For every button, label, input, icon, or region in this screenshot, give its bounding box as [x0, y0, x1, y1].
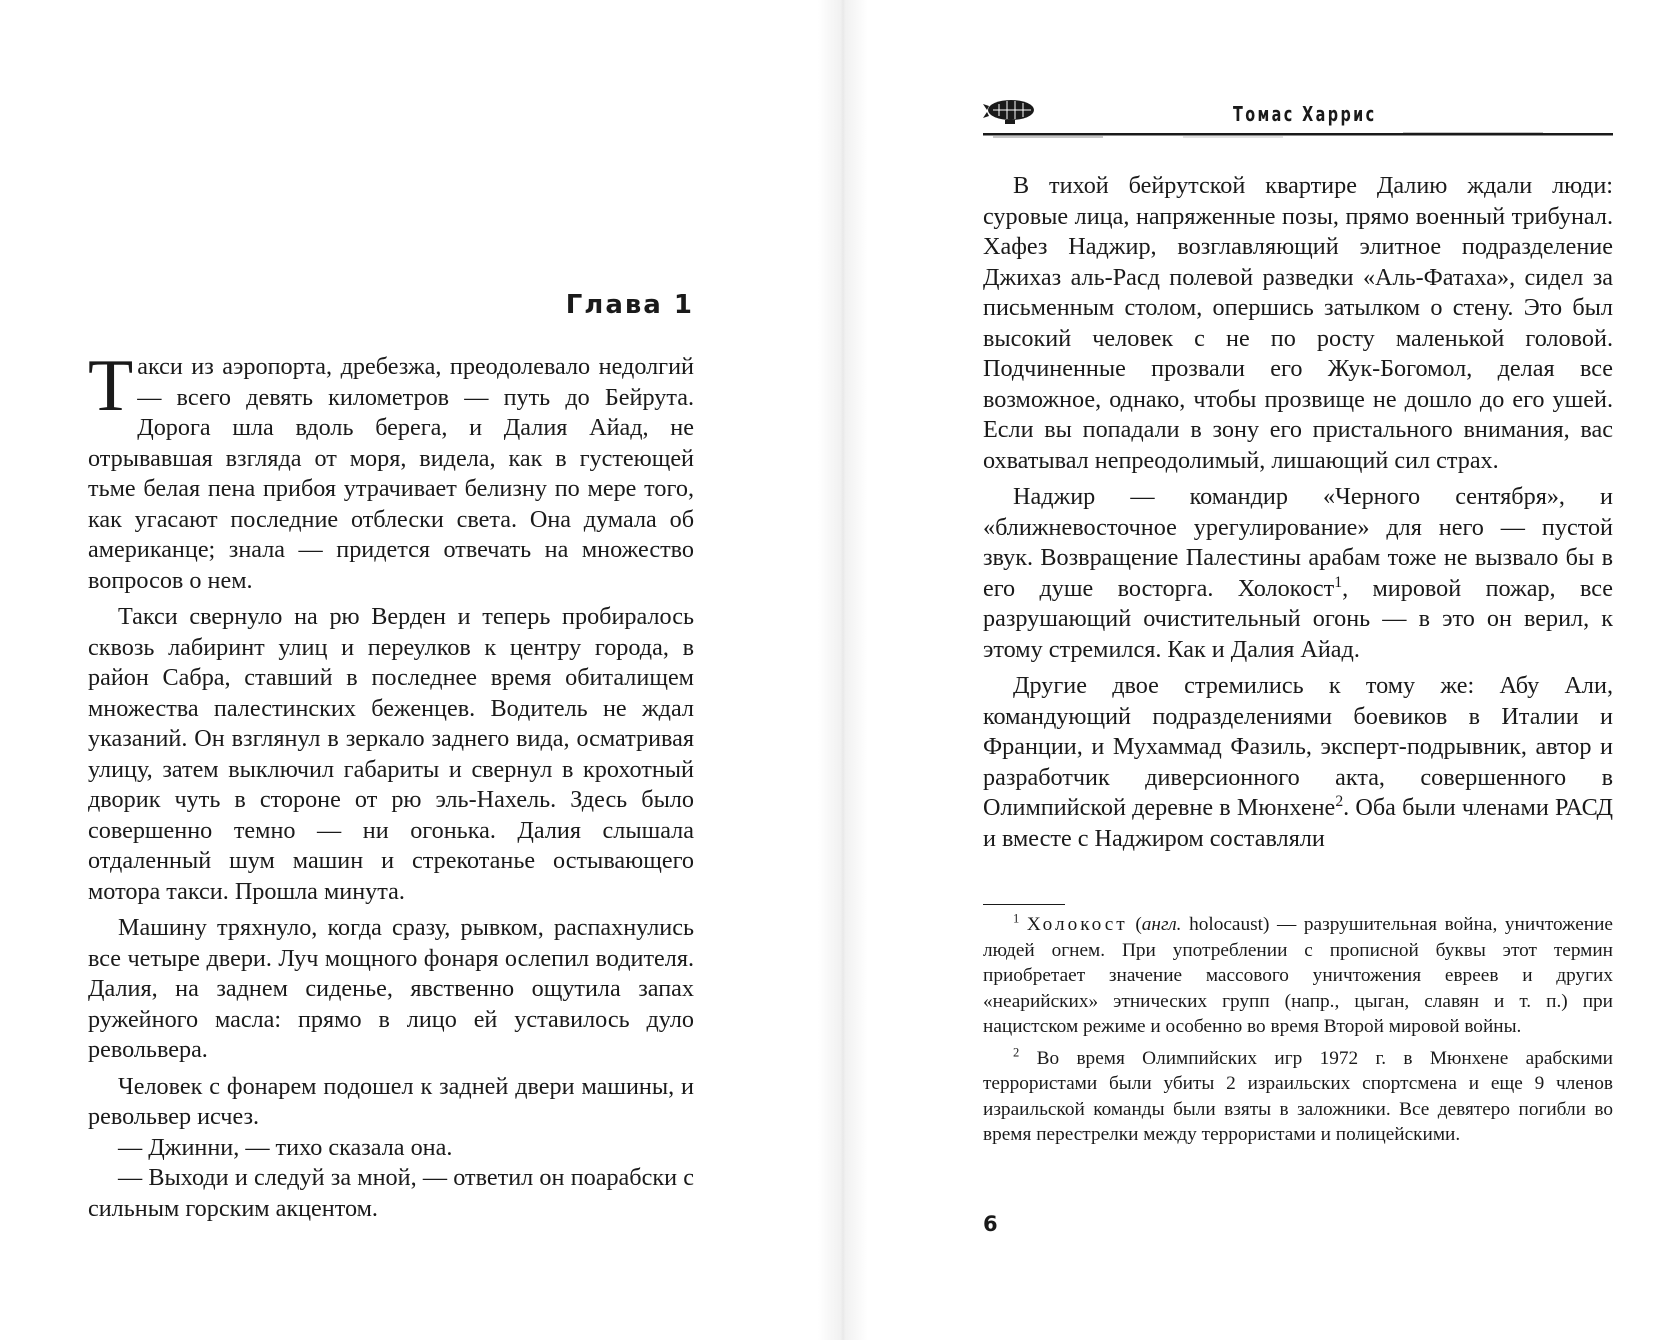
paragraph: Такси из аэропорта, дребезжа, преодолевало недолгий — всего девять километров — путь до Бейрута. Дорога шла вдоль берега, и Далия Айад, не отрывавшая взгляда от моря, видела, как в густеющей тьме белая пена прибоя утрачивает белизну по мере того, как угасают последние отблески света. Она думала об американце; знала — придется отвечать на множество вопросов о нем. — [88, 345, 694, 594]
footnote: $^2$ Во время Олимпийских игр 1972 г. в Мюнхене арабскими террористами были убиты 2 израильских спортсмена и еще 9 членов израильской команды были взяты в заложники. Все девятеро погибли во время перестрелки между террористами и полицейскими. — [983, 1045, 1613, 1145]
left-page — [0, 0, 836, 1340]
drop-cap: Т — [88, 345, 134, 427]
footnotes — [983, 912, 1613, 1148]
footnote-ref: 1 — [1334, 573, 1343, 591]
footnote-rule — [983, 904, 1065, 905]
right-body-text — [983, 171, 1613, 854]
header-rule — [983, 132, 1613, 138]
author-name: Томас Харрис — [1233, 102, 1377, 126]
paragraph: Наджир — командир «Черного сентября», и «ближневосточное урегулирование» для него — пустой звук. Возвращение Палестины арабам тоже не вызвало бы в его душе восторга. Холокост$^1$, мировой пожар, все разрушающий очистительный огонь — в это он верил, к этому стремился. Как и Далия Айад. — [983, 483, 1613, 663]
paragraph: В тихой бейрутской квартире Далию ждали люди: суровые лица, напряженные позы, прямо военный трибунал. Хафез Наджир, возглавляющий элитное подразделение Джихаз аль-Расд полевой разведки «Аль-Фатаха», сидел за письменным столом, опершись затылком о стену. Это был высокий человек с не по росту маленькой головой. Подчиненные прозвали его Жук-Богомол, делая все возможное, однако, чтобы прозвище не дошло до его ушей. Если вы попадали в зону его пристального внимания, вас охватывал непреодолимый, лишающий сил страх. — [983, 172, 1613, 474]
airship-icon — [983, 96, 1039, 126]
chapter-title: Глава 1 — [565, 290, 694, 320]
footnote-marker: 1 — [1013, 911, 1020, 926]
paragraph: Другие двое стремились к тому же: Абу Али, командующий подразделениями боевиков в Италии и Франции, и Мухаммад Фазиль, эксперт-подрывник, автор и разработчик диверсионного акта, совершенного в Олимпийской деревне в Мюнхене$^2$. Оба были членами РАСД и вместе с Наджиром составляли — [983, 672, 1613, 852]
footnote: $^1$ Холокост (англ. holocaust) — разрушительная война, уничтожение людей огнем. При употреблении с прописной буквы этот термин приобретает значение массового уничтожения евреев и других «неарийских» этнических групп (напр., цыган, славян и т. п.) при нацистском режиме и особенно во время Второй мировой войны. — [983, 911, 1613, 1037]
right-page — [836, 0, 1675, 1340]
footnote-marker: 2 — [1013, 1045, 1020, 1060]
paragraph: Человек с фонарем подошел к задней двери машины, и револьвер исчез. — [88, 1072, 694, 1130]
paragraph: — Джинни, — тихо сказала она. — [118, 1133, 453, 1161]
running-head — [983, 96, 1613, 146]
left-body-text — [88, 345, 694, 1224]
paragraph: Машину тряхнуло, когда сразу, рывком, распахнулись все четыре двери. Луч мощного фонаря ослепил водителя. Далия, на заднем сиденье, явственно ощутила запах ружейного масла: прямо в лицо ей уставилось дуло револьвера. — [88, 914, 694, 1063]
paragraph: — Выходи и следуй за мной, — ответил он поарабски с сильным горским акцентом. — [88, 1164, 694, 1222]
page-number: 6 — [983, 1212, 998, 1236]
footnote-ref: 2 — [1335, 792, 1344, 810]
paragraph: Такси свернуло на рю Верден и теперь пробиралось сквозь лабиринт улиц и переулков к центру города, в район Сабра, ставший в последнее время обиталищем множества палестинских беженцев. Водитель не ждал указаний. Он взглянул в зеркало заднего вида, осматривая улицу, затем выключил габариты и свернул в крохотный дворик чуть в стороне от рю эль-Нахель. Здесь было совершенно темно — ни огонька. Далия слышала отдаленный шум машин и стрекотанье остывающего мотора такси. Прошла минута. — [88, 603, 694, 905]
